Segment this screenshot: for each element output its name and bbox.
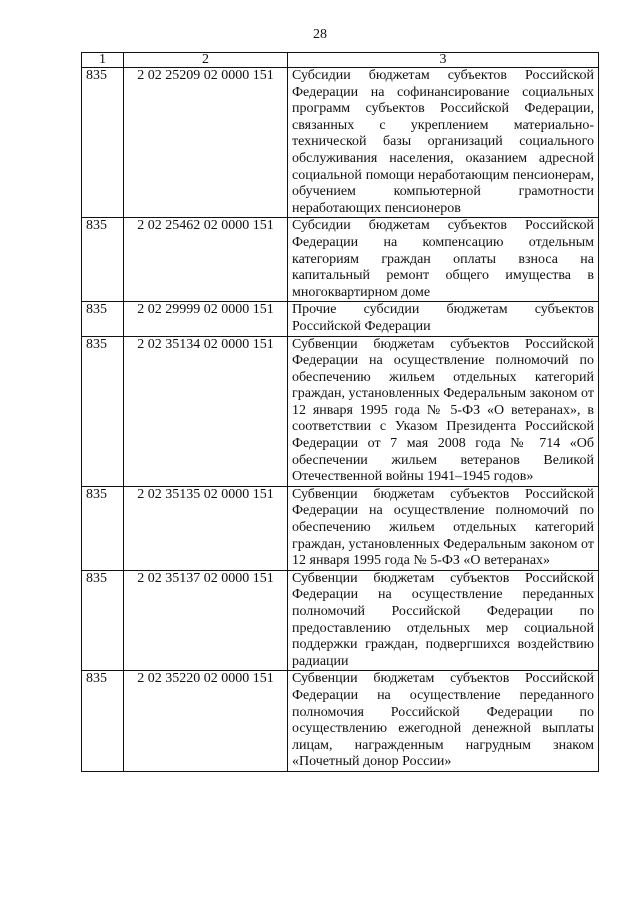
admin-code-cell: 835 xyxy=(82,570,124,671)
table-row xyxy=(82,570,599,671)
admin-code-cell: 835 xyxy=(82,68,124,218)
header-col-1: 1 xyxy=(82,53,124,68)
description-cell: Субвенции бюджетам субъектов Российской Федерации на осуществление переданного полномочия Российской Федерации по осуществлению ежегодной денежной выплаты лицам, награжденным нагрудным знаком «Почетный донор России» xyxy=(288,671,599,772)
budget-code-cell: 2 02 35134 02 0000 151 xyxy=(124,336,288,486)
budget-code-cell: 2 02 35220 02 0000 151 xyxy=(124,671,288,772)
page-number: 28 xyxy=(313,27,327,42)
description-cell: Субвенции бюджетам субъектов Российской Федерации на осуществление переданных полномочий Российской Федерации по предоставлению отдельных мер социальной поддержки граждан, подвергшихся воздействию радиации xyxy=(288,570,599,671)
admin-code-cell: 835 xyxy=(82,336,124,486)
table-row xyxy=(82,336,599,486)
budget-code-cell: 2 02 25209 02 0000 151 xyxy=(124,68,288,218)
header-row xyxy=(82,53,599,68)
description-cell: Прочие субсидии бюджетам субъектов Российской Федерации xyxy=(288,302,599,336)
budget-code-cell: 2 02 25462 02 0000 151 xyxy=(124,218,288,302)
table-row xyxy=(82,486,599,570)
header-col-2: 2 xyxy=(124,53,288,68)
description-cell: Субвенции бюджетам субъектов Российской Федерации на осуществление полномочий по обеспечению жильем отдельных категорий граждан, установленных Федеральным законом от 12 января 1995 года № 5-ФЗ «О ветеранах», в соответствии с Указом Президента Российской Федерации от 7 мая 2008 года № 714 «Об обеспечении жильем ветеранов Великой Отечественной войны 1941–1945 годов» xyxy=(288,336,599,486)
budget-codes-table xyxy=(81,52,599,772)
admin-code-cell: 835 xyxy=(82,486,124,570)
description-cell: Субсидии бюджетам субъектов Российской Федерации на софинансирование социальных программ субъектов Российской Федерации, связанных с укреплением материально-технической базы организаций социального обслуживания населения, оказанием адресной социальной помощи неработающим пенсионерам, обучением компьютерной грамотности неработающих пенсионеров xyxy=(288,68,599,218)
table-row xyxy=(82,302,599,336)
budget-code-cell: 2 02 29999 02 0000 151 xyxy=(124,302,288,336)
description-cell: Субвенции бюджетам субъектов Российской Федерации на осуществление полномочий по обеспечению жильем отдельных категорий граждан, установленных Федеральным законом от 12 января 1995 года № 5-ФЗ «О ветеранах» xyxy=(288,486,599,570)
admin-code-cell: 835 xyxy=(82,218,124,302)
header-col-3: 3 xyxy=(288,53,599,68)
table-body xyxy=(82,68,599,772)
table-row xyxy=(82,671,599,772)
admin-code-cell: 835 xyxy=(82,671,124,772)
budget-code-cell: 2 02 35135 02 0000 151 xyxy=(124,486,288,570)
table-header xyxy=(82,53,599,68)
table-row xyxy=(82,218,599,302)
admin-code-cell: 835 xyxy=(82,302,124,336)
budget-code-cell: 2 02 35137 02 0000 151 xyxy=(124,570,288,671)
table-row xyxy=(82,68,599,218)
description-cell: Субсидии бюджетам субъектов Российской Федерации на компенсацию отдельным категориям граждан оплаты взноса на капитальный ремонт общего имущества в многоквартирном доме xyxy=(288,218,599,302)
